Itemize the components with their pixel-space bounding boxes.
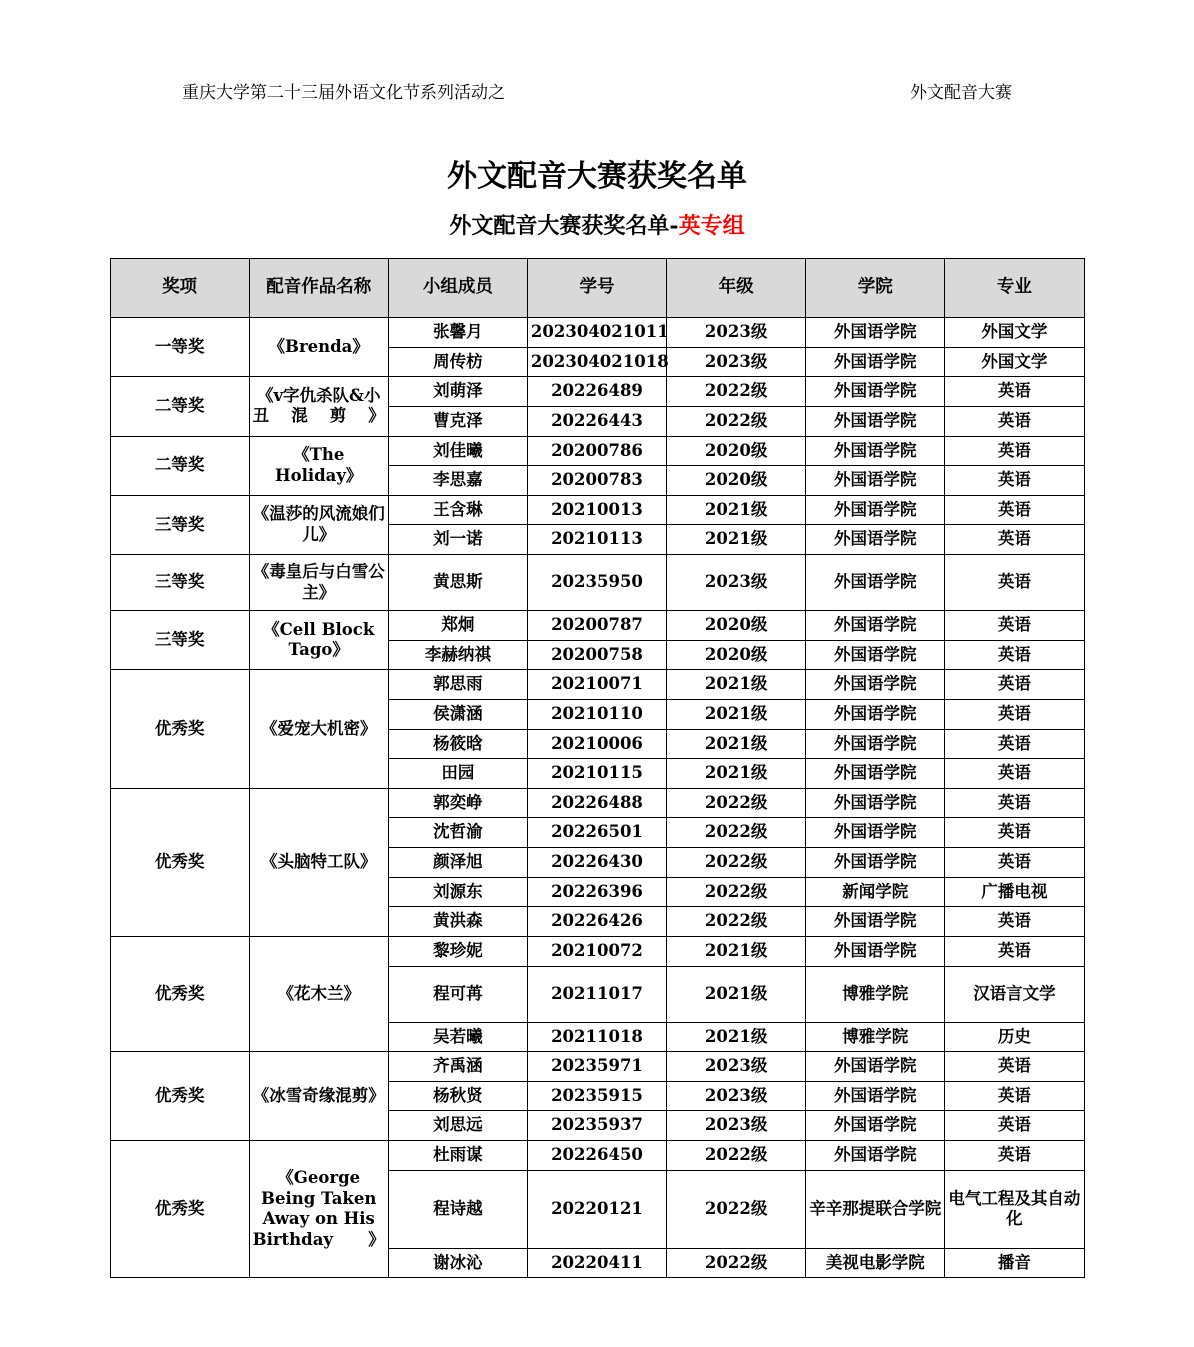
cell-college: 外国语学院 bbox=[806, 729, 945, 759]
cell-member: 侯潇涵 bbox=[388, 699, 527, 729]
cell-member: 程诗越 bbox=[388, 1170, 527, 1248]
cell-work-title: 《毒皇后与白雪公主》 bbox=[249, 555, 388, 611]
cell-work-title: 《冰雪奇缘混剪》 bbox=[249, 1052, 388, 1141]
cell-award: 优秀奖 bbox=[110, 1052, 249, 1141]
cell-major: 英语 bbox=[945, 1052, 1084, 1082]
cell-college: 外国语学院 bbox=[806, 907, 945, 937]
cell-student-id: 20210110 bbox=[527, 699, 666, 729]
cell-grade: 2021级 bbox=[667, 670, 806, 700]
cell-student-id: 20235937 bbox=[527, 1111, 666, 1141]
cell-member: 齐禹涵 bbox=[388, 1052, 527, 1082]
cell-college: 外国语学院 bbox=[806, 436, 945, 466]
cell-student-id: 20211018 bbox=[527, 1022, 666, 1052]
cell-student-id: 20226426 bbox=[527, 907, 666, 937]
column-header-student-id: 学号 bbox=[527, 259, 666, 318]
cell-member: 刘思远 bbox=[388, 1111, 527, 1141]
cell-grade: 2020级 bbox=[667, 611, 806, 641]
cell-member: 颜泽旭 bbox=[388, 848, 527, 878]
cell-student-id: 20210006 bbox=[527, 729, 666, 759]
cell-grade: 2023级 bbox=[667, 555, 806, 611]
cell-grade: 2021级 bbox=[667, 525, 806, 555]
cell-member: 黄思斯 bbox=[388, 555, 527, 611]
cell-major: 英语 bbox=[945, 759, 1084, 789]
table-row bbox=[110, 436, 1084, 466]
cell-major: 外国文学 bbox=[945, 318, 1084, 348]
cell-college: 辛辛那提联合学院 bbox=[806, 1170, 945, 1248]
cell-grade: 2020级 bbox=[667, 436, 806, 466]
cell-grade: 2022级 bbox=[667, 1170, 806, 1248]
cell-grade: 2022级 bbox=[667, 848, 806, 878]
cell-college: 外国语学院 bbox=[806, 788, 945, 818]
cell-grade: 2022级 bbox=[667, 877, 806, 907]
cell-college: 博雅学院 bbox=[806, 966, 945, 1022]
cell-major: 英语 bbox=[945, 466, 1084, 496]
cell-college: 外国语学院 bbox=[806, 936, 945, 966]
cell-student-id: 20226489 bbox=[527, 377, 666, 407]
cell-major: 英语 bbox=[945, 907, 1084, 937]
cell-major: 英语 bbox=[945, 525, 1084, 555]
cell-major: 英语 bbox=[945, 1081, 1084, 1111]
cell-award: 三等奖 bbox=[110, 495, 249, 554]
cell-college: 外国语学院 bbox=[806, 670, 945, 700]
column-header-college: 学院 bbox=[806, 259, 945, 318]
cell-major: 英语 bbox=[945, 699, 1084, 729]
cell-college: 外国语学院 bbox=[806, 848, 945, 878]
cell-major: 英语 bbox=[945, 1141, 1084, 1171]
cell-member: 刘源东 bbox=[388, 877, 527, 907]
cell-grade: 2021级 bbox=[667, 729, 806, 759]
cell-college: 外国语学院 bbox=[806, 525, 945, 555]
page-title: 外文配音大赛获奖名单 bbox=[447, 159, 747, 194]
table-row bbox=[110, 936, 1084, 966]
cell-major: 英语 bbox=[945, 406, 1084, 436]
cell-award: 优秀奖 bbox=[110, 788, 249, 936]
subtitle-main-text: 外文配音大赛获奖名单- bbox=[449, 213, 679, 239]
cell-major: 英语 bbox=[945, 377, 1084, 407]
cell-major: 英语 bbox=[945, 729, 1084, 759]
cell-college: 外国语学院 bbox=[806, 1141, 945, 1171]
table-row bbox=[110, 318, 1084, 348]
cell-award: 一等奖 bbox=[110, 318, 249, 377]
cell-work-title: 《Cell Block Tago》 bbox=[249, 611, 388, 670]
cell-student-id: 20200758 bbox=[527, 640, 666, 670]
cell-grade: 2021级 bbox=[667, 936, 806, 966]
cell-member: 张馨月 bbox=[388, 318, 527, 348]
cell-grade: 2021级 bbox=[667, 1022, 806, 1052]
page-subtitle bbox=[100, 209, 1094, 240]
cell-student-id: 20200786 bbox=[527, 436, 666, 466]
cell-grade: 2023级 bbox=[667, 1081, 806, 1111]
cell-member: 李思嘉 bbox=[388, 466, 527, 496]
cell-college: 外国语学院 bbox=[806, 377, 945, 407]
page-header bbox=[100, 78, 1094, 103]
table-row bbox=[110, 670, 1084, 700]
cell-member: 程可苒 bbox=[388, 966, 527, 1022]
cell-college: 外国语学院 bbox=[806, 640, 945, 670]
cell-grade: 2022级 bbox=[667, 907, 806, 937]
cell-major: 电气工程及其自动化 bbox=[945, 1170, 1084, 1248]
cell-work-title: 《爱宠大机密》 bbox=[249, 670, 388, 789]
cell-work-title: 《温莎的风流娘们儿》 bbox=[249, 495, 388, 554]
cell-member: 郭思雨 bbox=[388, 670, 527, 700]
table-row bbox=[110, 495, 1084, 525]
cell-work-title: 《Brenda》 bbox=[249, 318, 388, 377]
cell-grade: 2023级 bbox=[667, 318, 806, 348]
column-header-member: 小组成员 bbox=[388, 259, 527, 318]
cell-major: 英语 bbox=[945, 936, 1084, 966]
cell-member: 黄洪森 bbox=[388, 907, 527, 937]
cell-work-title: 《The Holiday》 bbox=[249, 436, 388, 495]
cell-grade: 2020级 bbox=[667, 640, 806, 670]
cell-college: 外国语学院 bbox=[806, 759, 945, 789]
cell-member: 郭奕峥 bbox=[388, 788, 527, 818]
header-left-text: 重庆大学第二十三届外语文化节系列活动之 bbox=[182, 83, 505, 103]
cell-member: 黎珍妮 bbox=[388, 936, 527, 966]
cell-member: 田园 bbox=[388, 759, 527, 789]
cell-major: 历史 bbox=[945, 1022, 1084, 1052]
cell-grade: 2021级 bbox=[667, 966, 806, 1022]
cell-student-id: 20220121 bbox=[527, 1170, 666, 1248]
cell-college: 外国语学院 bbox=[806, 1052, 945, 1082]
cell-student-id: 20220411 bbox=[527, 1248, 666, 1278]
table-header-row bbox=[110, 259, 1084, 318]
cell-grade: 2023级 bbox=[667, 1052, 806, 1082]
cell-student-id: 20210072 bbox=[527, 936, 666, 966]
cell-member: 王含琳 bbox=[388, 495, 527, 525]
cell-grade: 2023级 bbox=[667, 347, 806, 377]
cell-member: 吴若曦 bbox=[388, 1022, 527, 1052]
cell-college: 外国语学院 bbox=[806, 347, 945, 377]
cell-member: 郑炯 bbox=[388, 611, 527, 641]
cell-member: 刘佳曦 bbox=[388, 436, 527, 466]
cell-major: 英语 bbox=[945, 640, 1084, 670]
cell-student-id: 20210113 bbox=[527, 525, 666, 555]
cell-student-id: 20235971 bbox=[527, 1052, 666, 1082]
cell-student-id: 20200783 bbox=[527, 466, 666, 496]
cell-award: 二等奖 bbox=[110, 377, 249, 436]
cell-major: 汉语言文学 bbox=[945, 966, 1084, 1022]
cell-major: 外国文学 bbox=[945, 347, 1084, 377]
cell-grade: 2020级 bbox=[667, 466, 806, 496]
cell-student-id: 20210115 bbox=[527, 759, 666, 789]
cell-student-id: 20226430 bbox=[527, 848, 666, 878]
cell-member: 刘一诺 bbox=[388, 525, 527, 555]
cell-student-id: 20226443 bbox=[527, 406, 666, 436]
cell-award: 优秀奖 bbox=[110, 936, 249, 1051]
cell-member: 周传枋 bbox=[388, 347, 527, 377]
cell-college: 外国语学院 bbox=[806, 611, 945, 641]
cell-college: 新闻学院 bbox=[806, 877, 945, 907]
cell-work-title: 《ⅴ字仇杀队&小丑混剪》 bbox=[249, 377, 388, 436]
cell-student-id: 202304021018 bbox=[527, 347, 666, 377]
cell-award: 优秀奖 bbox=[110, 1141, 249, 1278]
cell-student-id: 20226450 bbox=[527, 1141, 666, 1171]
cell-grade: 2022级 bbox=[667, 1141, 806, 1171]
column-header-grade: 年级 bbox=[667, 259, 806, 318]
table-row bbox=[110, 555, 1084, 611]
cell-grade: 2022级 bbox=[667, 1248, 806, 1278]
cell-student-id: 20210071 bbox=[527, 670, 666, 700]
cell-member: 谢冰沁 bbox=[388, 1248, 527, 1278]
cell-member: 沈哲渝 bbox=[388, 818, 527, 848]
cell-award: 二等奖 bbox=[110, 436, 249, 495]
cell-grade: 2022级 bbox=[667, 406, 806, 436]
cell-major: 英语 bbox=[945, 818, 1084, 848]
cell-major: 英语 bbox=[945, 611, 1084, 641]
cell-student-id: 202304021011 bbox=[527, 318, 666, 348]
cell-student-id: 20210013 bbox=[527, 495, 666, 525]
cell-grade: 2023级 bbox=[667, 1111, 806, 1141]
cell-major: 英语 bbox=[945, 670, 1084, 700]
table-row bbox=[110, 788, 1084, 818]
subtitle-accent-text: 英专组 bbox=[678, 213, 745, 239]
cell-major: 英语 bbox=[945, 555, 1084, 611]
cell-college: 外国语学院 bbox=[806, 318, 945, 348]
cell-student-id: 20226501 bbox=[527, 818, 666, 848]
table-row bbox=[110, 611, 1084, 641]
cell-grade: 2022级 bbox=[667, 377, 806, 407]
table-row bbox=[110, 1141, 1084, 1171]
cell-award: 优秀奖 bbox=[110, 670, 249, 789]
cell-grade: 2021级 bbox=[667, 699, 806, 729]
header-right-text: 外文配音大赛 bbox=[910, 83, 1012, 103]
cell-grade: 2022级 bbox=[667, 788, 806, 818]
cell-college: 外国语学院 bbox=[806, 495, 945, 525]
cell-major: 播音 bbox=[945, 1248, 1084, 1278]
awards-table bbox=[110, 258, 1085, 1278]
column-header-award: 奖项 bbox=[110, 259, 249, 318]
cell-student-id: 20235915 bbox=[527, 1081, 666, 1111]
table-body bbox=[110, 318, 1084, 1278]
cell-student-id: 20200787 bbox=[527, 611, 666, 641]
cell-major: 英语 bbox=[945, 1111, 1084, 1141]
cell-college: 外国语学院 bbox=[806, 1081, 945, 1111]
table-row bbox=[110, 377, 1084, 407]
cell-major: 英语 bbox=[945, 848, 1084, 878]
cell-work-title: 《花木兰》 bbox=[249, 936, 388, 1051]
cell-student-id: 20226396 bbox=[527, 877, 666, 907]
cell-student-id: 20235950 bbox=[527, 555, 666, 611]
cell-major: 广播电视 bbox=[945, 877, 1084, 907]
cell-major: 英语 bbox=[945, 788, 1084, 818]
cell-award: 三等奖 bbox=[110, 611, 249, 670]
cell-major: 英语 bbox=[945, 495, 1084, 525]
cell-college: 外国语学院 bbox=[806, 555, 945, 611]
cell-grade: 2021级 bbox=[667, 759, 806, 789]
cell-college: 外国语学院 bbox=[806, 406, 945, 436]
cell-work-title: 《头脑特工队》 bbox=[249, 788, 388, 936]
cell-college: 博雅学院 bbox=[806, 1022, 945, 1052]
cell-student-id: 20211017 bbox=[527, 966, 666, 1022]
cell-college: 美视电影学院 bbox=[806, 1248, 945, 1278]
cell-college: 外国语学院 bbox=[806, 699, 945, 729]
cell-member: 曹克泽 bbox=[388, 406, 527, 436]
cell-student-id: 20226488 bbox=[527, 788, 666, 818]
cell-member: 杨筱晗 bbox=[388, 729, 527, 759]
cell-award: 三等奖 bbox=[110, 555, 249, 611]
cell-grade: 2021级 bbox=[667, 495, 806, 525]
cell-member: 杜雨谋 bbox=[388, 1141, 527, 1171]
column-header-major: 专业 bbox=[945, 259, 1084, 318]
cell-major: 英语 bbox=[945, 436, 1084, 466]
cell-college: 外国语学院 bbox=[806, 818, 945, 848]
cell-member: 杨秋贤 bbox=[388, 1081, 527, 1111]
cell-member: 刘萌泽 bbox=[388, 377, 527, 407]
cell-college: 外国语学院 bbox=[806, 466, 945, 496]
cell-college: 外国语学院 bbox=[806, 1111, 945, 1141]
table-row bbox=[110, 1052, 1084, 1082]
cell-work-title: 《George Being Taken Away on His Birthday》 bbox=[249, 1141, 388, 1278]
cell-grade: 2022级 bbox=[667, 818, 806, 848]
cell-member: 李赫纳祺 bbox=[388, 640, 527, 670]
column-header-work: 配音作品名称 bbox=[249, 259, 388, 318]
